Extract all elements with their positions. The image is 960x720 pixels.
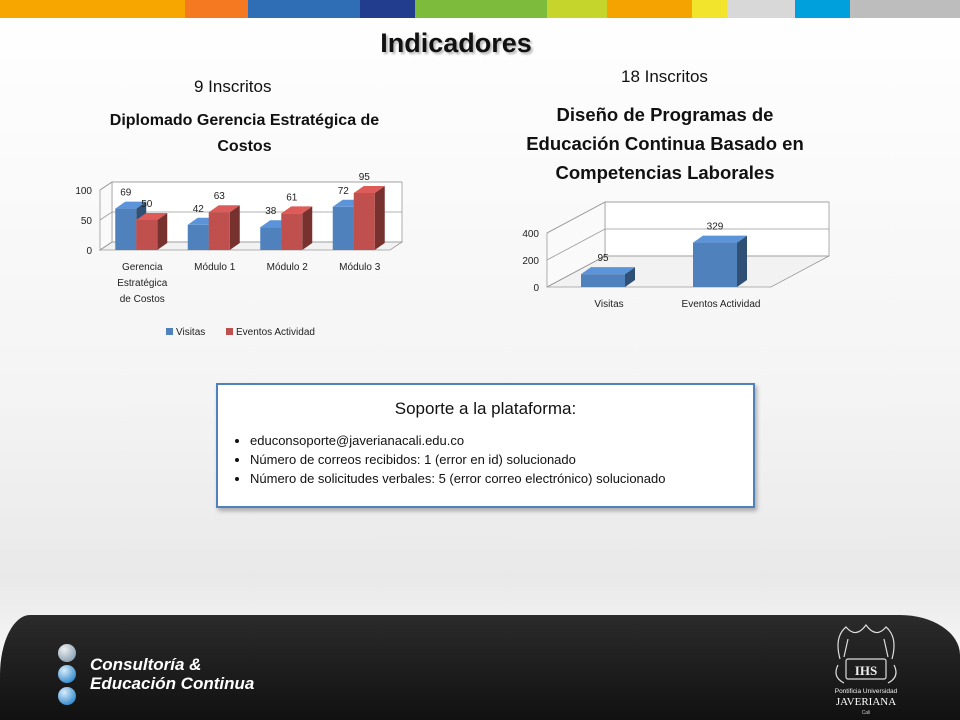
y-tick-label: 0 <box>533 283 539 294</box>
brand-name <box>90 655 254 693</box>
data-label: 95 <box>597 253 609 265</box>
seal-line: JAVERIANA <box>835 696 897 708</box>
seal-line: Cali <box>861 710 871 716</box>
data-label: 69 <box>120 187 132 199</box>
legend-label: Eventos Actividad <box>236 327 315 338</box>
y-tick-label: 400 <box>522 229 539 240</box>
page-title: Indicadores <box>380 28 532 58</box>
x-tick-label: Visitas <box>594 299 624 310</box>
data-label: 50 <box>141 199 153 210</box>
brand-logo-icon <box>50 642 84 708</box>
x-tick-label: Módulo 3 <box>339 262 381 273</box>
chart2-title-line: Competencias Laborales <box>555 162 775 183</box>
support-item: • educonsoporte@javerianacali.edu.co <box>250 433 753 448</box>
support-title: Soporte a la plataforma: <box>394 399 577 418</box>
support-item: • Número de solicitudes verbales: 5 (error correo electrónico) solucionado <box>250 471 753 486</box>
seal-line: Pontificia Universidad <box>834 688 898 695</box>
bar <box>354 193 375 250</box>
bar <box>693 243 737 287</box>
right-inscritos: 18 Inscritos <box>621 67 708 86</box>
brand-line: Consultoría & <box>90 655 202 674</box>
bar <box>115 209 136 250</box>
data-label: 329 <box>706 221 724 233</box>
data-label: 95 <box>358 172 370 183</box>
support-list <box>218 433 753 486</box>
bar <box>136 220 157 250</box>
bar-side <box>230 205 240 250</box>
legend-swatch <box>226 328 233 335</box>
university-seal-icon <box>826 617 906 717</box>
y-tick-label: 0 <box>86 246 92 257</box>
bar <box>188 225 209 250</box>
brand-line: Educación Continua <box>90 674 255 693</box>
data-label: 61 <box>286 192 298 204</box>
bar-side <box>375 186 385 250</box>
x-tick-label: Módulo 1 <box>194 262 236 273</box>
bar-side <box>737 236 747 287</box>
data-label: 42 <box>192 203 204 215</box>
data-label: 72 <box>337 185 349 197</box>
x-tick-label: Módulo 2 <box>266 262 308 273</box>
bar <box>209 212 230 250</box>
bar <box>260 227 281 250</box>
x-tick-label: Eventos Actividad <box>681 299 761 310</box>
seal-letters: IHS <box>854 663 878 678</box>
y-tick-label: 50 <box>80 216 92 227</box>
legend-swatch <box>166 328 173 335</box>
y-tick-label: 200 <box>522 256 539 267</box>
legend-label: Visitas <box>176 327 206 338</box>
support-item: • Número de correos recibidos: 1 (error en id) solucionado <box>250 452 753 467</box>
bar <box>333 207 354 250</box>
chart2-title-line: Diseño de Programas de <box>556 104 774 125</box>
bar <box>581 274 625 287</box>
bar-side <box>302 206 312 250</box>
x-tick-label: Gerencia <box>121 262 163 273</box>
bar <box>281 213 302 250</box>
support-box <box>216 383 755 508</box>
y-tick-label: 100 <box>75 186 92 197</box>
x-tick-label: Estratégica <box>117 278 168 289</box>
data-label: 38 <box>265 206 277 218</box>
x-tick-label: de Costos <box>119 294 165 305</box>
chart1-title: Diplomado Gerencia Estratégica de Costos <box>109 112 380 155</box>
chart2-title-line: Educación Continua Basado en <box>526 133 804 154</box>
data-label: 63 <box>213 191 225 203</box>
left-inscritos: 9 Inscritos <box>194 77 272 96</box>
